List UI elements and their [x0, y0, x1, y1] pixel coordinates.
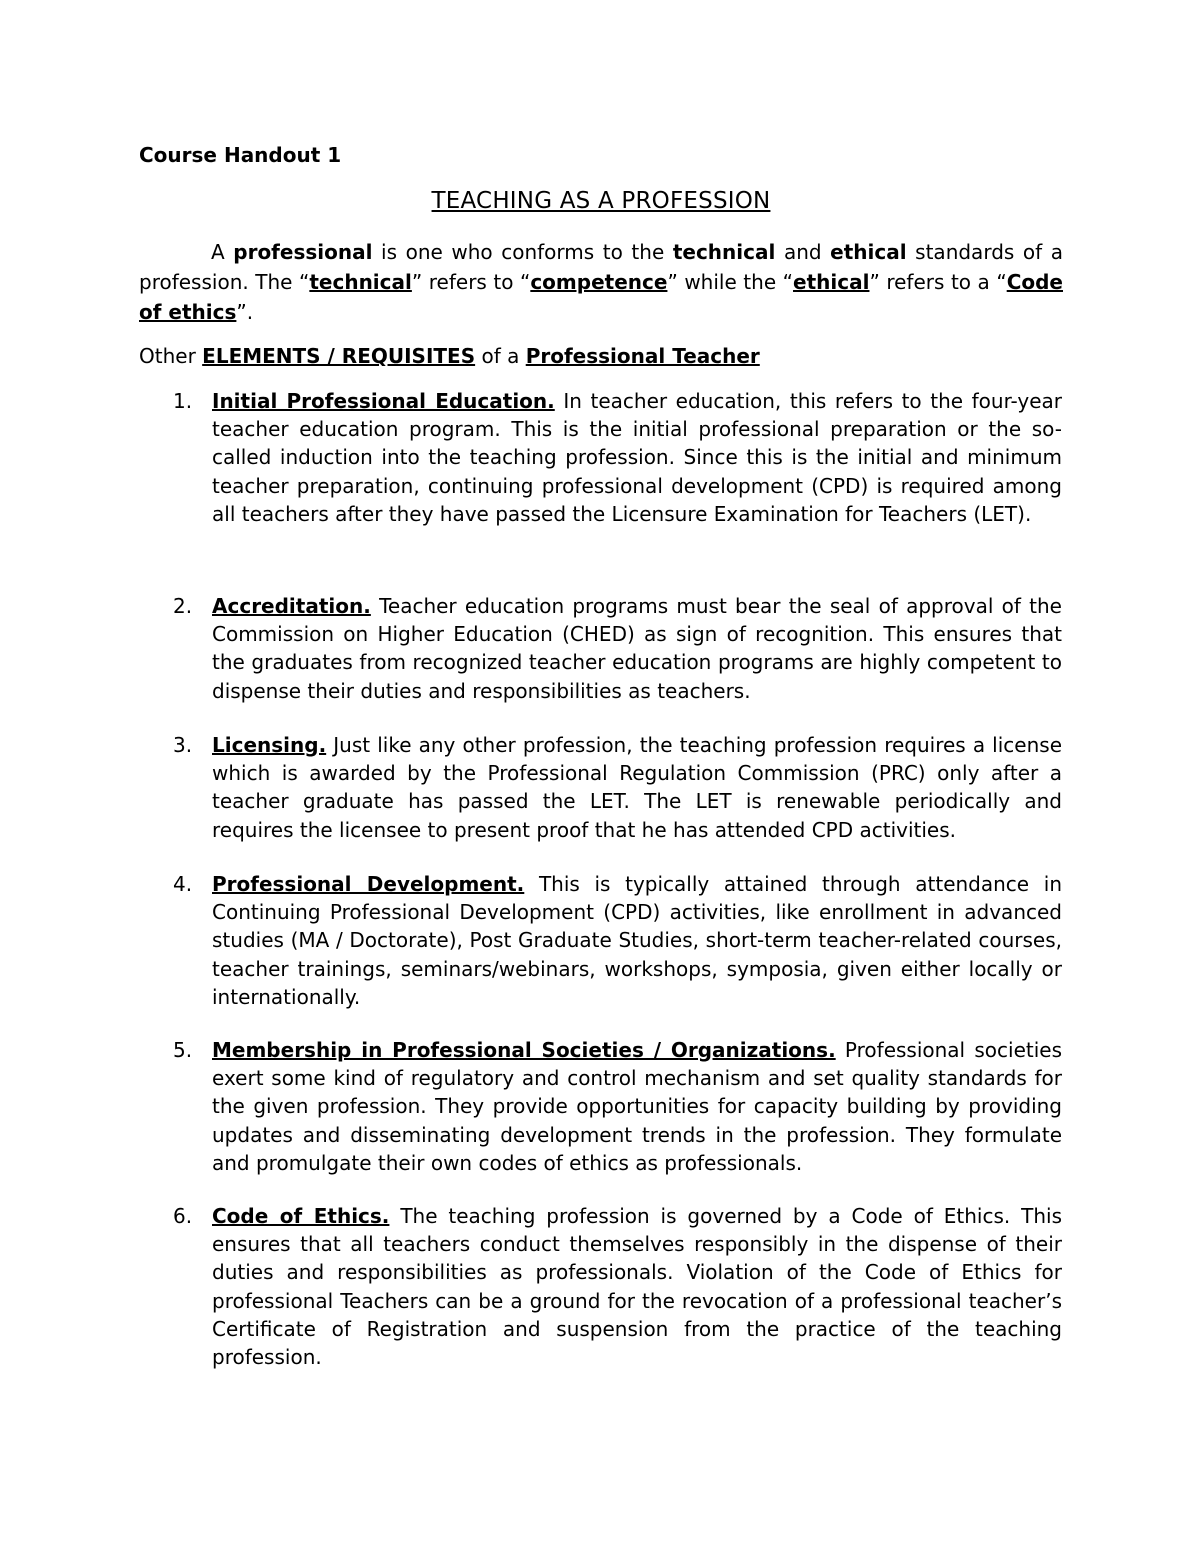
list-item-text: Professional societies exert some kind of regulatory and control mechanism and set quality standards for the given profession. They provide opportunities for capacity building by providing updates and disseminating development trends in the profession. They formulate and promulgate their own codes of ethics as professionals.	[212, 1038, 1062, 1175]
handout-label: Course Handout 1	[139, 143, 342, 167]
intro-text: ”.	[236, 300, 254, 324]
intro-term-ethical: ethical	[830, 240, 907, 264]
heading-term-teacher: Professional Teacher	[525, 344, 760, 368]
intro-text: is one who conforms to the	[372, 240, 673, 264]
list-item-number: 5.	[173, 1038, 193, 1062]
intro-text: ” refers to a “	[869, 270, 1007, 294]
list-item-body	[212, 1036, 1062, 1177]
intro-paragraph	[139, 237, 1063, 327]
list-item-body	[212, 731, 1062, 844]
list-item-title: Initial Professional Education.	[212, 389, 555, 413]
list-item-body	[212, 1202, 1062, 1371]
intro-term-professional: professional	[233, 240, 373, 264]
page-title: TEACHING AS A PROFESSION	[431, 188, 771, 214]
intro-text: ” refers to “	[411, 270, 531, 294]
heading-text: Other	[139, 344, 203, 368]
list-item-text: Teacher education programs must bear the seal of approval of the Commission on Higher Education (CHED) as sign of recognition. This ensures that the graduates from recognized teacher education programs are highly competent to dispense their duties and responsibilities as teachers.	[212, 594, 1062, 703]
intro-term-ethical-underlined: ethical	[793, 270, 870, 294]
list-item-text: The teaching profession is governed by a Code of Ethics. This ensures that all teachers conduct themselves responsibly in the dispense of their duties and responsibilities as professionals. Violation of the Code of Ethics for professional Teachers can be a ground for the revocation of a professional teacher’s Certificate of Registration and suspension from the practice of the teaching profession.	[212, 1204, 1063, 1370]
list-item-title: Membership in Professional Societies / Organizations.	[212, 1038, 836, 1062]
list-item-number: 3.	[173, 733, 193, 757]
list-item-title: Licensing.	[212, 733, 327, 757]
intro-text: ” while the “	[667, 270, 794, 294]
heading-text: of a	[475, 344, 526, 368]
list-item-text: In teacher education, this refers to the four-year teacher education program. This is the initial professional preparation or the so-called induction into the teaching profession. Since this is the initial and minimum teacher preparation, continuing professional development (CPD) is required among all teachers after they have passed the Licensure Examination for Teachers (LET).	[212, 389, 1063, 526]
list-item-title: Code of Ethics.	[212, 1204, 390, 1228]
list-item-number: 1.	[173, 389, 193, 413]
list-item-body	[212, 870, 1062, 1011]
list-item-number: 2.	[173, 594, 193, 618]
list-item-number: 6.	[173, 1204, 193, 1228]
list-item-body	[212, 592, 1062, 705]
list-item-title: Accreditation.	[212, 594, 371, 618]
list-item-text: Just like any other profession, the teaching profession requires a license which is awarded by the Professional Regulation Commission (PRC) only after a teacher graduate has passed the LET. The LET is renewable periodically and requires the licensee to present proof that he has attended CPD activities.	[212, 733, 1062, 842]
intro-term-technical: technical	[672, 240, 776, 264]
list-item-text: This is typically attained through attendance in Continuing Professional Development (CPD) activities, like enrollment in advanced studies (MA / Doctorate), Post Graduate Studies, short-term teacher-related courses, teacher trainings, seminars/webinars, workshops, symposia, given either locally or internationally.	[212, 872, 1062, 1009]
list-item-body	[212, 387, 1062, 528]
list-item-number: 4.	[173, 872, 193, 896]
intro-term-competence: competence	[530, 270, 668, 294]
intro-text: A	[211, 240, 234, 264]
list-item-title: Professional Development.	[212, 872, 525, 896]
intro-term-technical-underlined: technical	[309, 270, 412, 294]
section-heading	[139, 341, 760, 371]
heading-term-elements: ELEMENTS / REQUISITES	[202, 344, 476, 368]
intro-text: standards of a profession. The “	[139, 240, 1063, 294]
intro-term-code-of-ethics: Code of ethics	[139, 270, 1063, 324]
intro-text: and	[775, 240, 831, 264]
